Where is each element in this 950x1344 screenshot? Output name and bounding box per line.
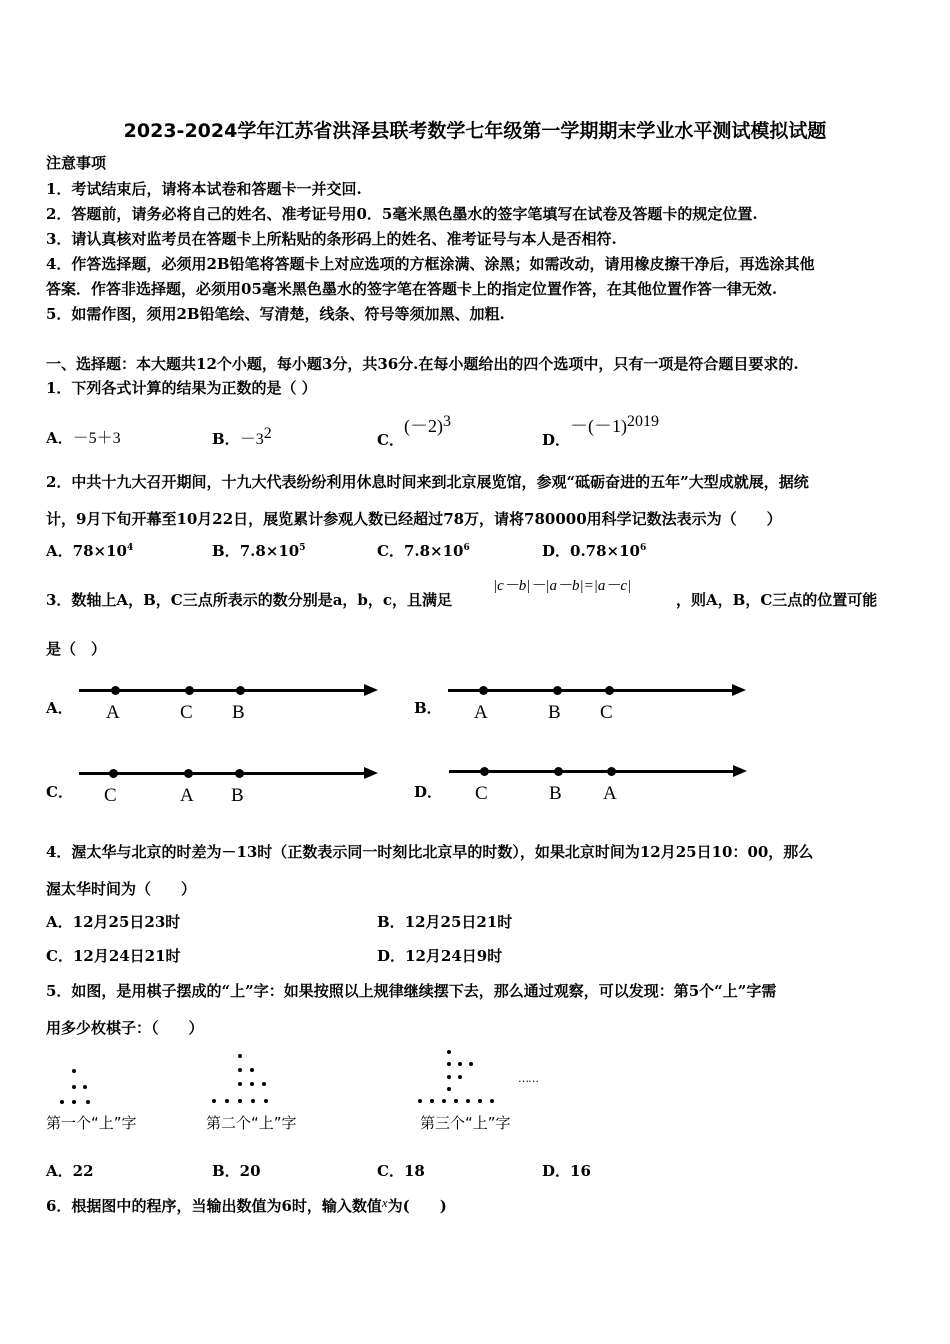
q3-d-point-1: C: [475, 783, 488, 804]
q1-b-label: B．: [212, 430, 240, 448]
q3-stem-post: ，则A，B，C三点的位置可能: [676, 591, 878, 609]
q1-option-c[interactable]: [377, 412, 451, 449]
q5-option-a[interactable]: A．22: [46, 1162, 94, 1180]
q2-option-c[interactable]: [377, 540, 470, 561]
q2-option-b[interactable]: [212, 540, 306, 561]
q1-c-label: C．: [377, 431, 404, 449]
q5-stem-line1: 5．如图，是用棋子摆成的“上”字：如果按照以上规律继续摆下去，那么通过观察，可以发现：第5个“上”字需: [46, 982, 777, 1000]
q3-option-b[interactable]: B．: [414, 699, 442, 717]
notice-item-4-cont: 答案．作答非选择题，必须用05毫米黑色墨水的签字笔在答题卡上的指定位置作答，在其他位置作答一律无效.: [46, 280, 778, 298]
section-heading: 一、选择题：本大题共12个小题，每小题3分，共36分.在每小题给出的四个选项中，只有一项是符合题目要求的.: [46, 355, 799, 373]
q4-stem-line1: 4．渥太华与北京的时差为－13时（正数表示同一时刻比北京早的时数），如果北京时间为12月25日10：00，那么: [46, 843, 814, 861]
q6-stem: [46, 1195, 447, 1216]
q2-c-base: 7.8×10: [403, 542, 464, 560]
notice-heading: 注意事项: [46, 154, 107, 172]
q1-d-math: －(－1): [570, 416, 628, 436]
q3-b-point-3: C: [600, 702, 613, 723]
q5-figure-1-caption: 第一个“上”字: [46, 1114, 137, 1132]
q2-b-sup: 5: [299, 543, 306, 553]
q2-c-label: C．: [377, 542, 404, 560]
q3-c-point-2: A: [180, 785, 194, 806]
q3-option-c[interactable]: C．: [46, 783, 73, 801]
q3-d-point-3: A: [603, 783, 617, 804]
q3-b-point-1: A: [474, 702, 488, 723]
q2-a-label: A．: [46, 542, 73, 560]
q2-d-sup: 6: [640, 543, 647, 553]
q1-c-sup: 3: [442, 413, 451, 430]
q5-stem-line2: 用多少枚棋子：（ ）: [46, 1019, 204, 1037]
q2-a-base: 78×10: [72, 542, 127, 560]
q3-option-d[interactable]: D．: [414, 783, 443, 801]
q1-b-sup: 2: [263, 425, 272, 442]
q1-option-a[interactable]: [46, 425, 121, 448]
q3-option-a[interactable]: A．: [46, 699, 73, 717]
q1-c-math: (－2): [403, 416, 443, 436]
q4-option-b[interactable]: B．12月25日21时: [377, 913, 513, 931]
q3-b-point-2: B: [548, 702, 561, 723]
q2-stem-line1: 2．中共十九大召开期间，十九大代表纷纷利用休息时间来到北京展览馆，参观“砥砺奋进的五年”大型成就展，据统: [46, 473, 809, 491]
q2-option-d[interactable]: [542, 540, 646, 561]
q6-stem-post: 为( ): [387, 1197, 447, 1215]
q1-option-d[interactable]: [542, 412, 660, 449]
q4-option-a[interactable]: A．12月25日23时: [46, 913, 181, 931]
q2-stem-line2: 计，9月下旬开幕至10月22日，展览累计参观人数已经超过78万，请将780000用科学记数法表示为（ ）: [46, 510, 782, 528]
q5-figure-2-caption: 第二个“上”字: [206, 1114, 297, 1132]
notice-item-4: 4．作答选择题，必须用2B铅笔将答题卡上对应选项的方框涂满、涂黑；如需改动，请用橡皮擦干净后，再选涂其他: [46, 255, 815, 273]
q3-d-point-2: B: [549, 783, 562, 804]
q1-a-label: A．: [46, 429, 73, 447]
q5-figure-3-caption: 第三个“上”字: [420, 1114, 511, 1132]
q3-stem-pre: 3．数轴上A，B，C三点所表示的数分别是a，b，c，且满足: [46, 591, 453, 609]
q3-a-point-1: A: [106, 702, 120, 723]
q3-a-point-2: C: [180, 702, 193, 723]
q4-stem-line2: 渥太华时间为（ ）: [46, 880, 197, 898]
notice-item-1: 1．考试结束后，请将本试卷和答题卡一并交回.: [46, 180, 362, 198]
q3-stem-line2: 是（ ）: [46, 640, 107, 658]
q1-stem: 1．下列各式计算的结果为正数的是（ ）: [46, 379, 317, 397]
q3-c-point-3: B: [231, 785, 244, 806]
q1-b-math: －3: [239, 431, 264, 448]
q1-d-label: D．: [542, 431, 571, 449]
q4-option-d[interactable]: D．12月24日9时: [377, 947, 503, 965]
q5-option-b[interactable]: B．20: [212, 1162, 261, 1180]
q3-a-point-3: B: [232, 702, 245, 723]
q1-option-b[interactable]: [212, 425, 272, 449]
q6-variable: x: [381, 1195, 388, 1210]
q2-c-sup: 6: [463, 543, 470, 553]
q5-option-d[interactable]: D．16: [542, 1162, 591, 1180]
q2-a-sup: 4: [126, 543, 134, 553]
q1-d-sup: 2019: [627, 413, 660, 430]
q5-ellipsis: ……: [518, 1072, 538, 1085]
q3-c-point-1: C: [104, 785, 117, 806]
notice-item-5: 5．如需作图，须用2B铅笔绘、写清楚，线条、符号等须加黑、加粗.: [46, 305, 505, 323]
notice-item-2: 2．答题前，请务必将自己的姓名、准考证号用0．5毫米黑色墨水的签字笔填写在试卷及答题卡的规定位置.: [46, 205, 758, 223]
q1-a-math: －5＋3: [72, 430, 121, 447]
page-title: 2023-2024学年江苏省洪泽县联考数学七年级第一学期期末学业水平测试模拟试题: [123, 120, 827, 142]
q5-option-c[interactable]: C．18: [377, 1162, 425, 1180]
q6-stem-pre: 6．根据图中的程序，当输出数值为6时，输入数值: [46, 1197, 382, 1215]
q4-option-c[interactable]: C．12月24日21时: [46, 947, 181, 965]
q2-b-base: 7.8×10: [239, 542, 300, 560]
q2-d-base: 0.78×10: [570, 542, 640, 560]
notice-item-3: 3．请认真核对监考员在答题卡上所粘贴的条形码上的姓名、准考证号与本人是否相符.: [46, 230, 617, 248]
q2-b-label: B．: [212, 542, 240, 560]
q2-option-a[interactable]: [46, 540, 133, 561]
q3-formula: |c－b|－|a－b|=|a－c|: [493, 578, 632, 594]
q2-d-label: D．: [542, 542, 571, 560]
